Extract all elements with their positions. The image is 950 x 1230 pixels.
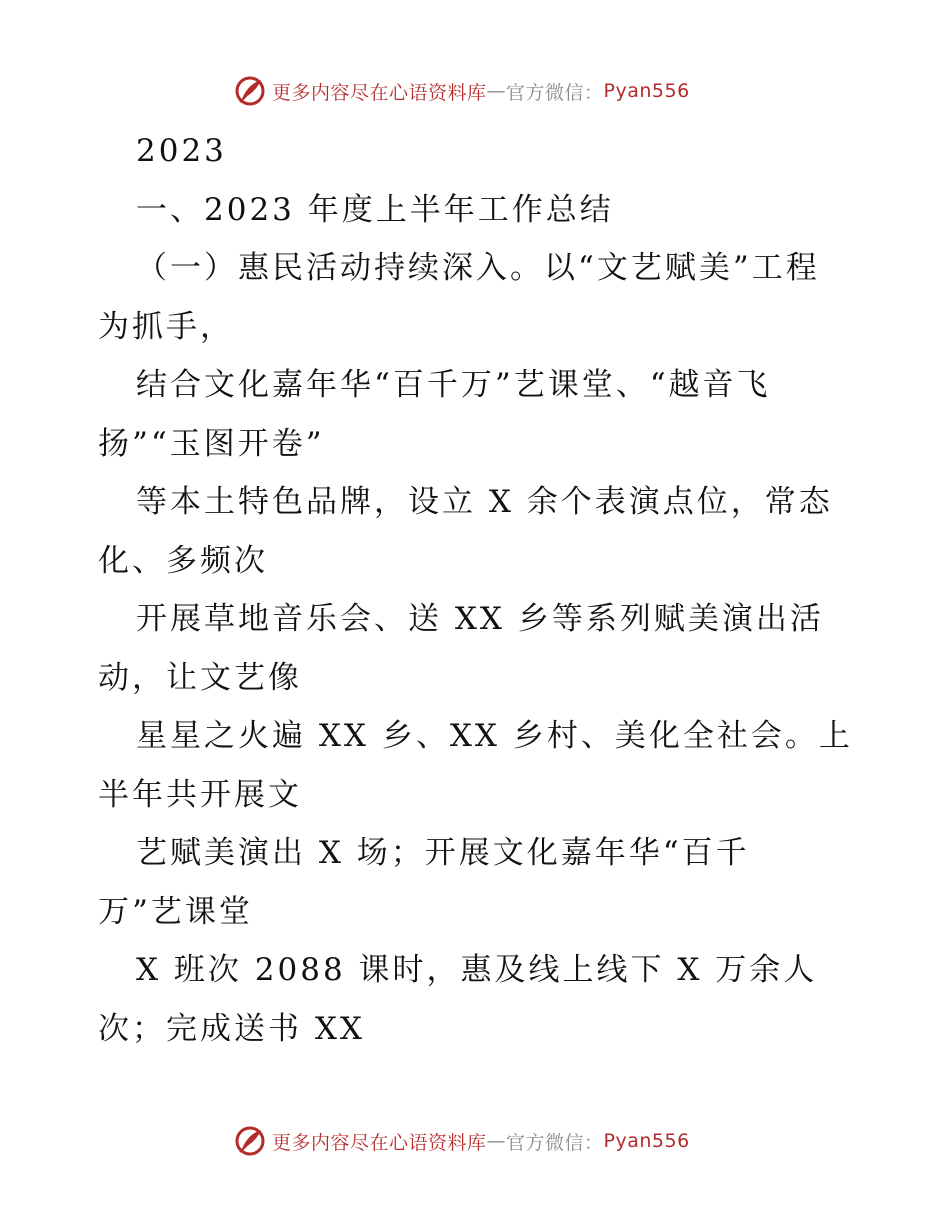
watermark-wechat-label: 官方微信： — [506, 81, 604, 104]
doc-line-16: 次；完成送书 XX — [98, 1010, 365, 1047]
doc-line-11: 星星之火遍 XX 乡、XX 乡村、美化全社会。上 — [136, 718, 853, 754]
doc-line-14: 万”艺课堂 — [98, 893, 253, 930]
document-body — [98, 122, 898, 1058]
watermark-main-text: 更多内容尽在心语资料库 — [272, 81, 487, 104]
watermark-wechat-id: Pyan556 — [603, 80, 690, 102]
watermark-wechat-label: 官方微信： — [506, 1131, 604, 1154]
doc-line-3: （一）惠民活动持续深入。以“文艺赋美”工程 — [136, 250, 820, 286]
watermark-separator: — — [486, 1130, 507, 1152]
doc-line-10: 动，让文艺像 — [98, 659, 302, 696]
doc-line-6: 扬”“玉图开卷” — [98, 425, 325, 462]
header-watermark — [234, 74, 690, 108]
doc-line-13: 艺赋美演出 X 场；开展文化嘉年华“百千 — [136, 835, 750, 871]
doc-line-15: X 班次 2088 课时，惠及线上线下 X 万余人 — [136, 952, 818, 988]
feather-quill-logo-icon — [234, 1125, 266, 1157]
feather-quill-logo-icon — [234, 75, 266, 107]
doc-line-9: 开展草地音乐会、送 XX 乡等系列赋美演出活 — [136, 601, 824, 637]
watermark-separator: — — [486, 80, 507, 102]
doc-line-8: 化、多频次 — [98, 542, 268, 579]
watermark-wechat-id: Pyan556 — [603, 1130, 690, 1152]
footer-watermark — [234, 1124, 690, 1158]
doc-line-12: 半年共开展文 — [98, 776, 302, 813]
watermark-main-text: 更多内容尽在心语资料库 — [272, 1131, 487, 1154]
doc-line-7: 等本土特色品牌，设立 X 余个表演点位，常态 — [136, 484, 833, 520]
doc-line-year: 2023 — [136, 133, 227, 169]
doc-line-4: 为抓手， — [98, 308, 234, 345]
doc-line-5: 结合文化嘉年华“百千万”艺课堂、“越音飞 — [136, 367, 771, 403]
doc-line-section-title: 一、2023 年度上半年工作总结 — [136, 191, 614, 228]
